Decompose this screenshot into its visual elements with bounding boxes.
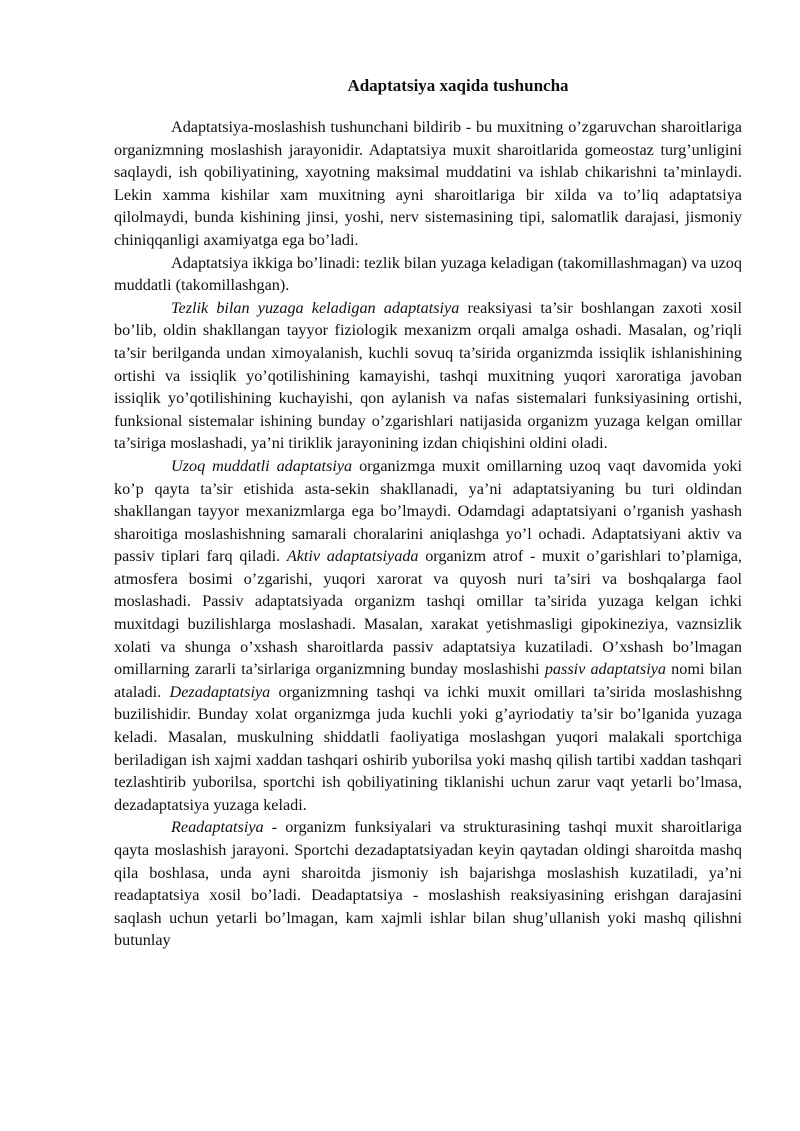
body-paragraph bbox=[114, 455, 742, 817]
paragraph-text: - organizm funksiyalari va strukturasining tashqi muxit sharoitlariga qayta moslashish jarayoni. Sportchi dezadaptatsiyadan keyin qaytadan oldingi sharoitda mashq qila boshlasa, unda ayni sharoitda jismoniy ish bajarishga moslashish kuzatiladi, ya’ni readaptatsiya xosil bo’ladi. Deadaptatsiya - moslashish reaksiyasining erishgan darajasini saqlash uchun yetarli bo’lmagan, kam xajmli ishlar bilan shug’ullanish yoki mashq qilishni butunlay bbox=[114, 818, 742, 950]
italic-term: passiv adaptatsiya bbox=[544, 660, 667, 679]
paragraph-text: organizmga muxit omillarning uzoq vaqt davomida yoki ko’p qayta ta’sir etishida asta-sekin shakllanadi, ya’ni adaptatsiyaning bu turi oldindan shakllangan tayyor mexanizmlarga ega bo’lmaydi. Odamdagi adaptatsiyani o’rganish yashash sharoitiga moslashishning samarali choralarini aniqlashga yo’l ochadi. Adaptatsiyani aktiv va passiv tiplari farq qiladi. bbox=[114, 456, 742, 566]
paragraph-text: organizm atrof - muxit o’garishlari to’plamiga, atmosfera bosimi o’zgarishi, yuqori xarorat va quyosh nuri ta’siri va boshqalarga faol moslashadi. Passiv adaptatsiyada organizm tashqi omillar ta’sirida yuzaga kelgan ichki muxitdagi buzilishlarga moslashadi. Masalan, xarakat yetishmasligi gipokineziya, vaznsizlik xolati va shunga o’xshash sharoitlarda passiv adaptatsiya kuzatiladi. O’xshash bo’lmagan omillarning zararli ta’sirlariga organizmning bunday moslashishi bbox=[114, 547, 742, 679]
paragraph-text: Adaptatsiya-moslashish tushunchani bildirib - bu muxitning o’zgaruvchan sharoitlariga organizmning moslashish jarayonidir. Adaptatsiya muxit sharoitlarida gomeostaz turg’unligini saqlaydi, ish qobiliyatining, xayotning maksimal muddatini va ishlab chikarishni ta’minlaydi. Lekin xamma kishilar xam muxitning ayni sharoitlariga bir xilda va to’liq adaptatsiya qilolmaydi, bunda kishining jinsi, yoshi, nerv sistemasining tipi, salomatlik darajasi, jismoniy chiniqqanligi axamiyatga ega bo’ladi. bbox=[114, 118, 742, 249]
document-title: Adaptatsiya xaqida tushuncha bbox=[347, 76, 569, 95]
italic-term: Dezadaptatsiya bbox=[169, 682, 271, 701]
body-paragraph bbox=[114, 297, 742, 455]
body-paragraph bbox=[114, 816, 742, 952]
paragraph-text: reaksiyasi ta’sir boshlangan zaxoti xosil bo’lib, oldin shakllangan tayyor fiziologik mexanizm orqali amalga oshadi. Masalan, og’riqli ta’sir berilganda undan ximoyalanish, kuchli sovuq ta’sirida organizmda issiqlik ishlanishining ortishi va issiqlik yo’qotilishining kamayishi, tashqi muxitning yuqori xaroratiga javoban issiqlik yo’qotilishining kuchayishi, qon aylanish va nafas sistemalari funksiyasining ortishi, funksional sistemalar ishining bunday o’zgarishlari natijasida organizm yuzaga kelgan omillar ta’siriga moslashadi, ya’ni tiriklik jarayonining izdan chiqishini oldini oladi. bbox=[114, 298, 743, 453]
paragraph-text: nomi bilan ataladi. bbox=[114, 660, 742, 701]
body-paragraph bbox=[114, 116, 742, 252]
document-body bbox=[114, 116, 742, 952]
italic-term: Aktiv adaptatsiyada bbox=[286, 547, 419, 566]
italic-term: Readaptatsiya bbox=[171, 818, 264, 837]
italic-term: Uzoq muddatli adaptatsiya bbox=[171, 456, 353, 475]
paragraph-text: organizmning tashqi va ichki muxit omillari ta’sirida moslashishng buzilishidir. Bunday xolat organizmga juda kuchli yoki g’ayriodatiy ta’sir bo’lganida yuzaga keladi. Masalan, muskulning shiddatli faoliyatiga moslashgan yuqori malakali sportchiga beriladigan ish xajmi xaddan tashqari oshirib yuborilsa yoki mashq qilish tartibi xaddan tashqari tezlashtirib yuborilsa, sportchi ish qobiliyatining tiklanishi uchun zarur vaqt yetarli bo’lmasa, dezadaptatsiya yuzaga keladi. bbox=[114, 682, 743, 814]
paragraph-text: Adaptatsiya ikkiga bo’linadi: tezlik bilan yuzaga keladigan (takomillashmagan) va uzoq muddatli (takomillashgan). bbox=[114, 253, 742, 295]
body-paragraph bbox=[114, 252, 742, 297]
italic-term: Tezlik bilan yuzaga keladigan adaptatsiya bbox=[171, 298, 460, 317]
document-page bbox=[114, 74, 742, 952]
